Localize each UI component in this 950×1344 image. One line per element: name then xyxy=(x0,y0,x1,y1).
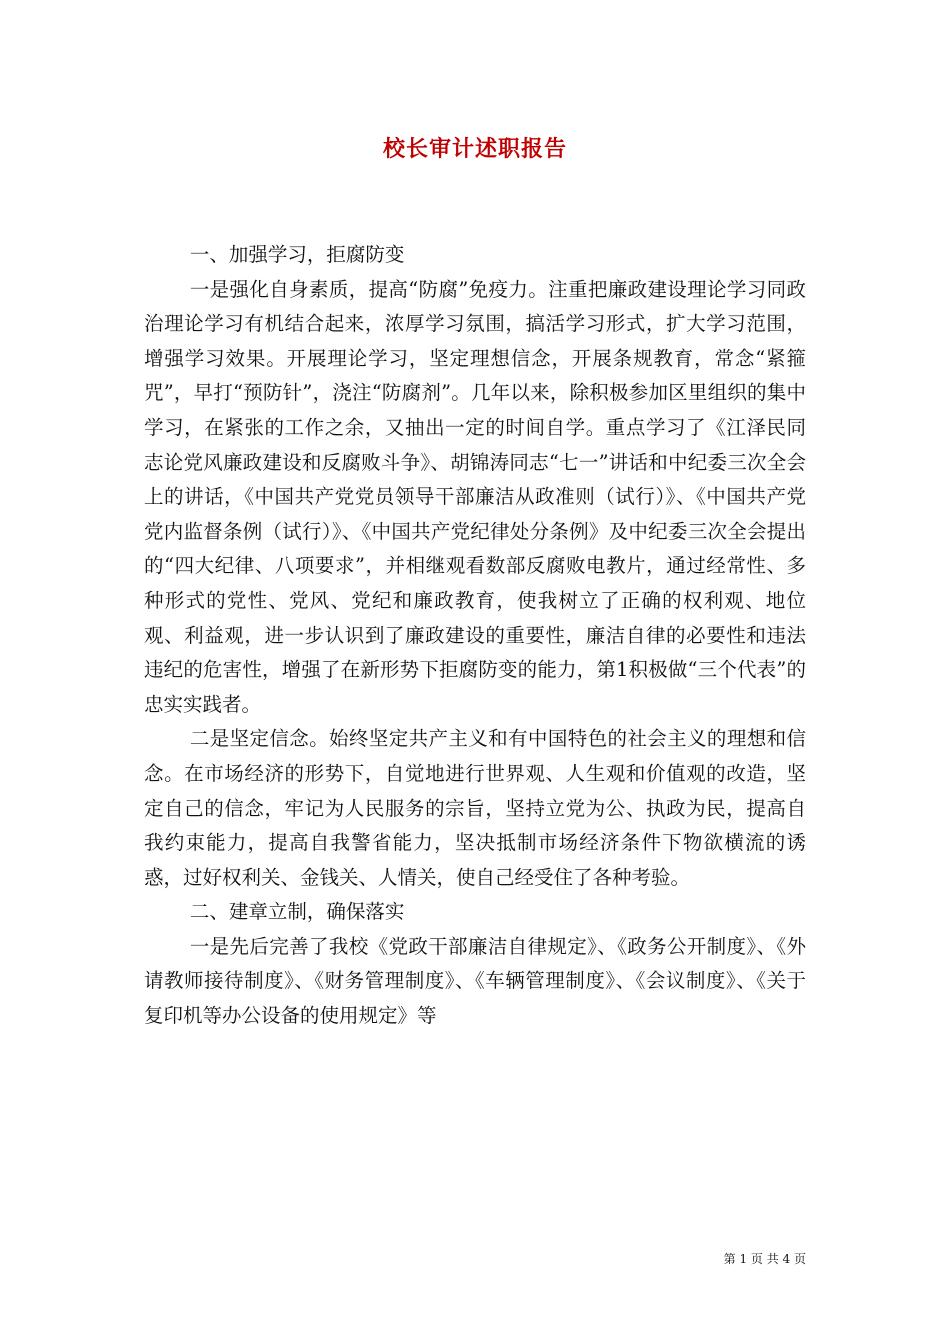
section-heading-1: 一、加强学习，拒腐防变 xyxy=(189,243,405,266)
paragraph-1: 一是强化自身素质，提高“防腐”免疫力。注重把廉政建设理论学习同政治理论学习有机结合起来，浓厚学习氛围，搞活学习形式，扩大学习范围，增强学习效果。开展理论学习，坚定理想信念，开展条规教育，常念“紧箍咒”，早打“预防针”，浇注“防腐剂”。几年以来，除积极参加区里组织的集中学习，在紧张的工作之余，又抽出一定的时间自学。重点学习了《江泽民同志论党风廉政建设和反腐败斗争》、胡锦涛同志“七一”讲话和中纪委三次全会上的讲话，《中国共产党党员领导干部廉洁从政准则（试行）》、《中国共产党党内监督条例（试行）》、《中国共产党纪律处分条例》及中纪委三次全会提出的“四大纪律、八项要求”，并相继观看数部反腐败电教片，通过经常性、多种形式的党性、党风、党纪和廉政教育，使我树立了正确的权利观、地位观、利益观，进一步认识到了廉政建设的重要性，廉洁自律的必要性和违法违纪的危害性，增强了在新形势下拒腐防变的能力，第1积极做“三个代表”的忠实实践者。 xyxy=(144,277,806,716)
page-number-footer: 第 1 页 共 4 页 xyxy=(723,1252,806,1266)
section-heading-2: 二、建章立制，确保落实 xyxy=(189,900,405,924)
paragraph-3: 一是先后完善了我校《党政干部廉洁自律规定》、《政务公开制度》、《外请教师接待制度》、《财务管理制度》、《车辆管理制度》、《会议制度》、《关于复印机等办公设备的使用规定》等 xyxy=(144,934,806,1028)
document-title: 校长审计述职报告 xyxy=(382,136,567,162)
paragraph-2: 二是坚定信念。始终坚定共产主义和有中国特色的社会主义的理想和信念。在市场经济的形势下，自觉地进行世界观、人生观和价值观的改造，坚定自己的信念，牢记为人民服务的宗旨，坚持立党为公、执政为民，提高自我约束能力，提高自我警省能力，坚决抵制市场经济条件下物欲横流的诱惑，过好权利关、金钱关、人情关，使自己经受住了各种考验。 xyxy=(144,727,806,889)
document-body xyxy=(144,238,806,1034)
